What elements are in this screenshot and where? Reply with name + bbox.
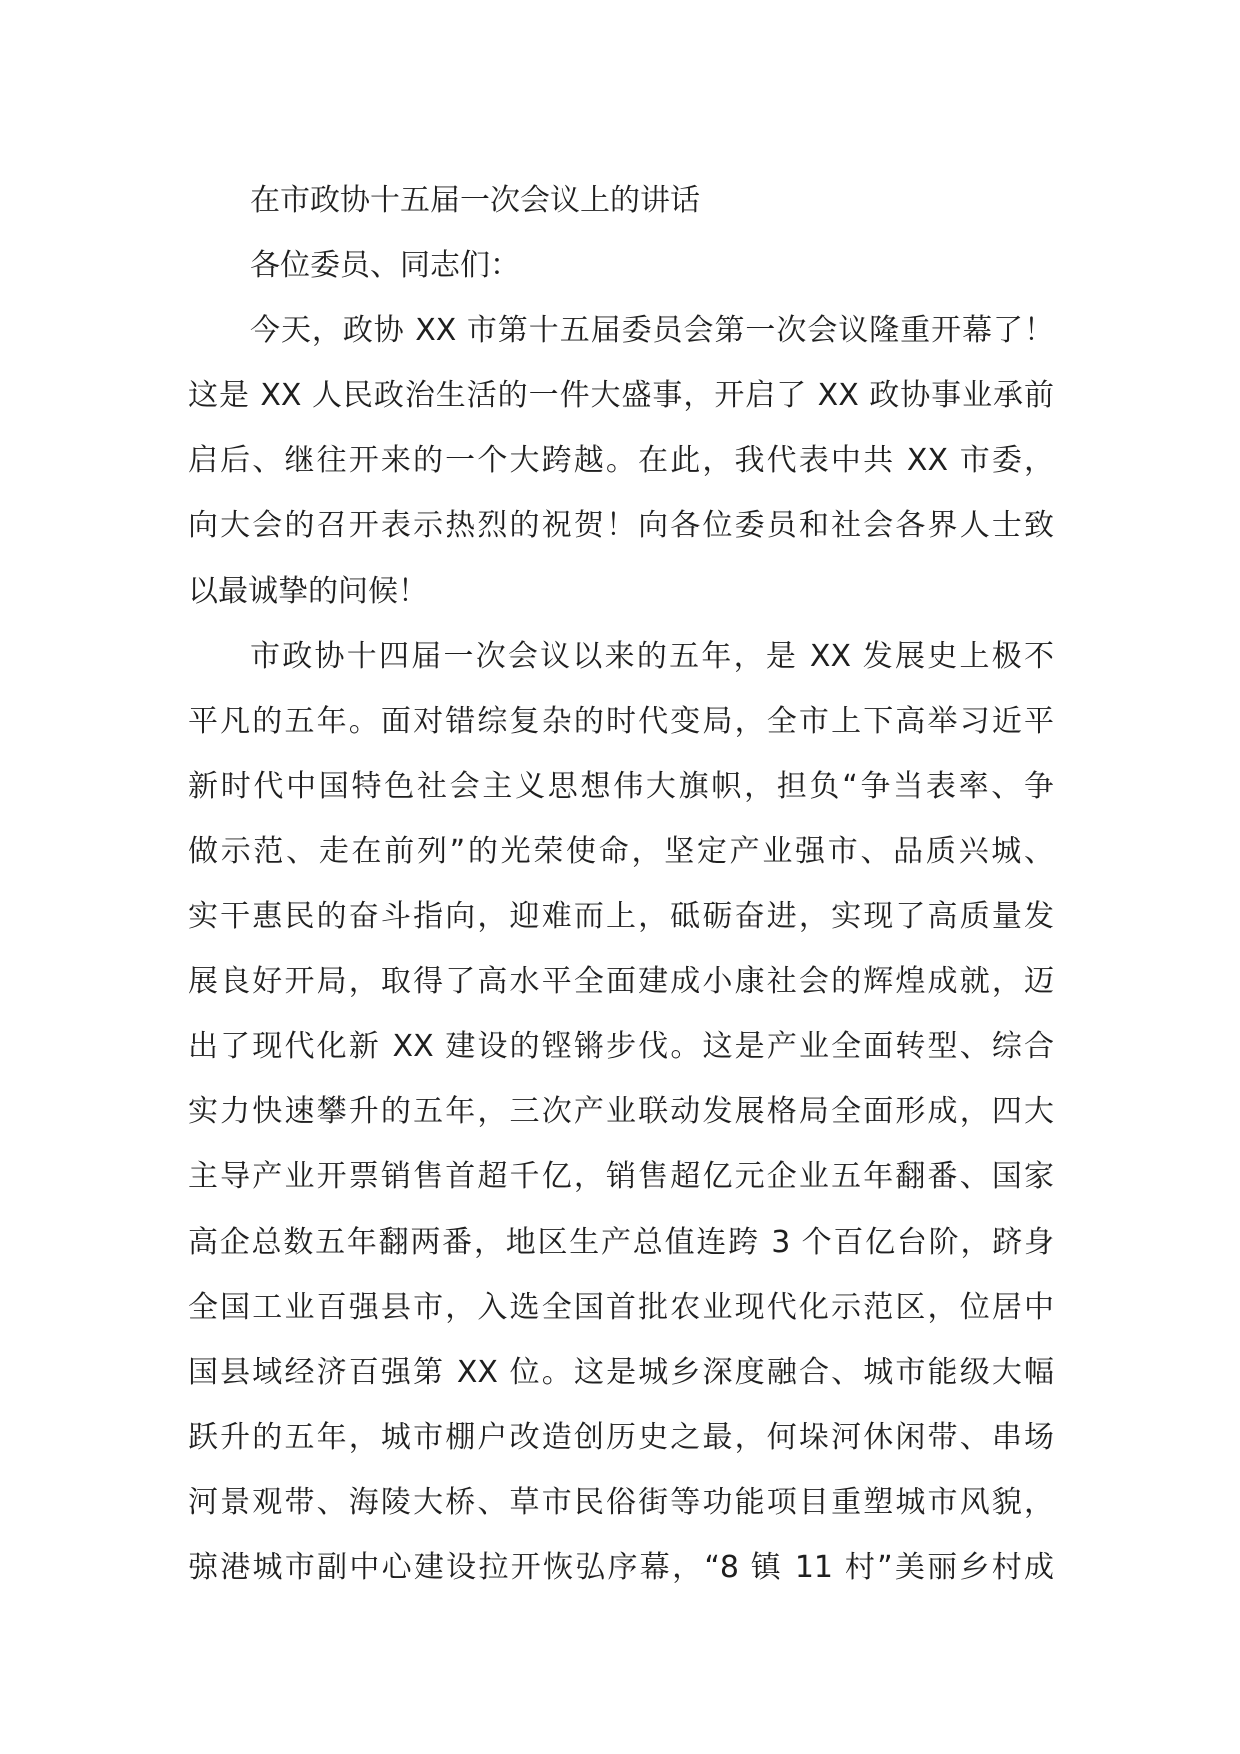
paragraph-line: 做示范、走在前列”的光荣使命，坚定产业强市、品质兴城、 — [188, 833, 1054, 869]
paragraph-line: 向大会的召开表示热烈的祝贺！向各位委员和社会各界人士致 — [188, 508, 1054, 544]
paragraph-line: 全国工业百强县市，入选全国首批农业现代化示范区，位居中 — [188, 1289, 1054, 1325]
paragraph-line: 展良好开局，取得了高水平全面建成小康社会的辉煌成就，迈 — [188, 964, 1054, 1000]
paragraph-line: 跃升的五年，城市棚户改造创历史之最，何垛河休闲带、串场 — [188, 1419, 1054, 1455]
paragraph-line: 实干惠民的奋斗指向，迎难而上，砥砺奋进，实现了高质量发 — [188, 899, 1054, 935]
paragraph-2 — [188, 624, 1054, 1600]
document-title: 在市政协十五届一次会议上的讲话 — [250, 183, 700, 218]
paragraph-line: 主导产业开票销售首超千亿，销售超亿元企业五年翻番、国家 — [188, 1159, 1054, 1195]
paragraph-line: 国县域经济百强第 XX 位。这是城乡深度融合、城市能级大幅 — [188, 1354, 1054, 1390]
paragraph-line: 今天，政协 XX 市第十五届委员会第一次会议隆重开幕了！ — [250, 313, 1054, 349]
paragraph-line: 平凡的五年。面对错综复杂的时代变局，全市上下高举习近平 — [188, 703, 1054, 739]
paragraph-line: 实力快速攀升的五年，三次产业联动发展格局全面形成，四大 — [188, 1094, 1054, 1130]
document-body — [188, 168, 1054, 1600]
paragraph-line: 新时代中国特色社会主义思想伟大旗帜，担负“争当表率、争 — [188, 768, 1054, 804]
paragraph-line: 这是 XX 人民政治生活的一件大盛事，开启了 XX 政协事业承前 — [188, 378, 1054, 414]
paragraph-line: 弶港城市副中心建设拉开恢弘序幕，“8 镇 11 村”美丽乡村成 — [188, 1549, 1054, 1585]
paragraph-line: 高企总数五年翻两番，地区生产总值连跨 3 个百亿台阶，跻身 — [188, 1224, 1054, 1260]
paragraph-line: 市政协十四届一次会议以来的五年，是 XX 发展史上极不 — [250, 638, 1054, 674]
paragraph-line: 河景观带、海陵大桥、草市民俗街等功能项目重塑城市风貌， — [188, 1484, 1054, 1520]
paragraph-1 — [188, 298, 1054, 623]
paragraph-line: 出了现代化新 XX 建设的铿锵步伐。这是产业全面转型、综合 — [188, 1029, 1054, 1065]
paragraph-line: 启后、继往开来的一个大跨越。在此，我代表中共 XX 市委， — [188, 443, 1054, 479]
paragraph-line: 以最诚挚的问候！ — [188, 573, 428, 609]
salutation: 各位委员、同志们： — [250, 248, 520, 284]
